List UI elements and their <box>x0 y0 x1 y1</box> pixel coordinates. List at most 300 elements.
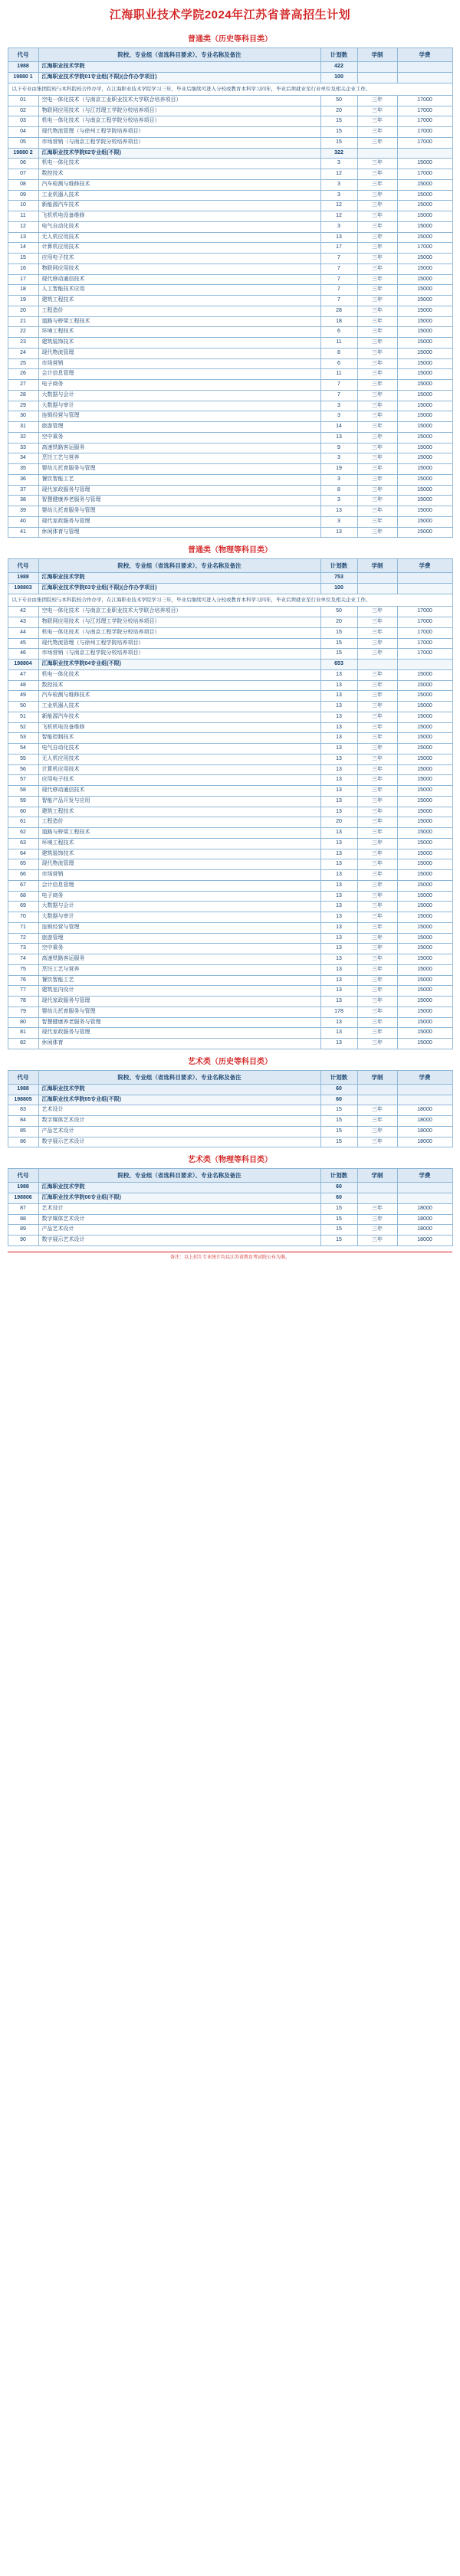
cell-name: 电子商务 <box>38 891 320 902</box>
cell-plan: 15 <box>320 1214 357 1225</box>
major-group-row <box>8 660 452 670</box>
cell-fee: 15000 <box>397 338 452 349</box>
cell-code: 23 <box>8 338 38 349</box>
cell-plan: 3 <box>320 179 357 190</box>
cell-fee: 18000 <box>397 1214 452 1225</box>
cell-name: 建筑工程技术 <box>38 296 320 306</box>
table-row <box>8 496 452 506</box>
cell-credit: 三年 <box>357 159 397 169</box>
cell-plan: 13 <box>320 975 357 986</box>
cell-credit: 三年 <box>357 775 397 786</box>
cell-credit: 三年 <box>357 944 397 954</box>
table-row <box>8 891 452 902</box>
cell-fee: 17000 <box>397 106 452 116</box>
table-row <box>8 137 452 148</box>
cell-name: 高速铁路客运服务 <box>38 954 320 965</box>
table-row <box>8 975 452 986</box>
cell-code: 54 <box>8 744 38 754</box>
table-row <box>8 327 452 338</box>
cell-plan: 13 <box>320 722 357 733</box>
cell-credit: 三年 <box>357 358 397 369</box>
table-row <box>8 691 452 702</box>
cell-credit: 三年 <box>357 997 397 1007</box>
cell-name: 道路与桥梁工程技术 <box>38 316 320 327</box>
cell-name: 汽车检测与维修技术 <box>38 691 320 702</box>
cell-fee: 15000 <box>397 485 452 496</box>
cell-name: 现代物流管理 <box>38 859 320 870</box>
cell-plan: 13 <box>320 902 357 912</box>
cell-fee: 15000 <box>397 221 452 232</box>
cell-fee: 15000 <box>397 849 452 859</box>
cell-name: 空电一体化技术（与南京工业职业技术大学联合培养项目） <box>38 607 320 617</box>
cell-code: 61 <box>8 817 38 828</box>
column-header-4: 学费 <box>397 1169 452 1183</box>
cell-fee: 18000 <box>397 1116 452 1127</box>
cell-code: 06 <box>8 159 38 169</box>
cell-fee: 15000 <box>397 997 452 1007</box>
cell-name: 会计信息管理 <box>38 369 320 380</box>
table-row <box>8 527 452 538</box>
table-row <box>8 722 452 733</box>
cell-code: 47 <box>8 669 38 680</box>
cell-fee: 15000 <box>397 964 452 975</box>
cell-plan: 15 <box>320 649 357 660</box>
cell-name: 江海职业技术学院 <box>38 573 320 584</box>
table-row <box>8 702 452 712</box>
cell-fee: 15000 <box>397 870 452 881</box>
cell-code: 66 <box>8 870 38 881</box>
cell-credit: 三年 <box>357 817 397 828</box>
cell-code: 11 <box>8 211 38 222</box>
cell-credit: 三年 <box>357 316 397 327</box>
cell-plan: 15 <box>320 1137 357 1147</box>
column-header-1: 院校、专业组（省选科目要求）、专业名称及备注 <box>38 1169 320 1183</box>
cell-code: 49 <box>8 691 38 702</box>
cell-fee: 15000 <box>397 390 452 401</box>
cell-name: 婴幼儿托育服务与管理 <box>38 464 320 475</box>
cell-credit: 三年 <box>357 649 397 660</box>
cell-fee: 15000 <box>397 443 452 453</box>
cell-name: 婴幼儿托育服务与管理 <box>38 506 320 517</box>
cell-fee: 15000 <box>397 179 452 190</box>
cell-credit: 三年 <box>357 870 397 881</box>
note-text: 以下专业由集团院校与本科院校合作办学，在江海职业技术学院学习三年，毕业后继续可进入分校或教育本科学习四年，毕业后须就业至行业单位及相关企业工作。 <box>8 594 452 606</box>
table-row <box>8 263 452 274</box>
major-group-row <box>8 584 452 594</box>
cell-credit: 三年 <box>357 190 397 201</box>
cell-credit: 三年 <box>357 669 397 680</box>
cell-credit: 三年 <box>357 638 397 649</box>
cell-plan: 7 <box>320 296 357 306</box>
cell-name: 计算机应用技术 <box>38 243 320 254</box>
cell-name: 电子商务 <box>38 380 320 391</box>
cell-code: 85 <box>8 1126 38 1137</box>
cell-credit: 三年 <box>357 274 397 285</box>
cell-code: 21 <box>8 316 38 327</box>
cell-plan: 13 <box>320 232 357 243</box>
table-row <box>8 617 452 628</box>
cell-credit: 三年 <box>357 764 397 775</box>
cell-code: 43 <box>8 617 38 628</box>
cell-plan: 60 <box>320 1095 357 1105</box>
cell-credit: 三年 <box>357 127 397 138</box>
table-row <box>8 411 452 422</box>
cell-plan: 13 <box>320 1028 357 1039</box>
cell-code: 67 <box>8 880 38 891</box>
cell-code: 53 <box>8 733 38 744</box>
cell-code: 14 <box>8 243 38 254</box>
cell-fee <box>397 1084 452 1095</box>
cell-fee: 15000 <box>397 975 452 986</box>
cell-plan: 13 <box>320 506 357 517</box>
cell-plan: 13 <box>320 744 357 754</box>
cell-name: 无人机应用技术 <box>38 754 320 764</box>
cell-fee: 17000 <box>397 617 452 628</box>
column-header-0: 代号 <box>8 48 38 62</box>
cell-plan: 13 <box>320 733 357 744</box>
cell-code: 41 <box>8 527 38 538</box>
cell-code: 198804 <box>8 660 38 670</box>
cell-name: 现代物流管理（与徐州工程学院培养项目） <box>38 638 320 649</box>
cell-name: 智慧健康养老服务与管理 <box>38 1017 320 1028</box>
column-header-0: 代号 <box>8 559 38 573</box>
section-title-section-history: 普通类（历史等科目类） <box>188 35 272 44</box>
cell-code: 24 <box>8 348 38 358</box>
cell-code: 56 <box>8 764 38 775</box>
cell-fee: 15000 <box>397 859 452 870</box>
cell-credit: 三年 <box>357 1007 397 1017</box>
cell-credit: 三年 <box>357 306 397 316</box>
cell-plan: 13 <box>320 944 357 954</box>
cell-plan: 20 <box>320 817 357 828</box>
cell-name: 餐饮智能工艺 <box>38 474 320 485</box>
cell-fee: 15000 <box>397 506 452 517</box>
cell-credit: 三年 <box>357 880 397 891</box>
cell-code: 34 <box>8 453 38 464</box>
table-row <box>8 627 452 638</box>
cell-fee <box>397 148 452 159</box>
cell-credit: 三年 <box>357 95 397 106</box>
cell-credit: 三年 <box>357 116 397 127</box>
cell-fee: 15000 <box>397 496 452 506</box>
cell-code: 20 <box>8 306 38 316</box>
cell-code: 80 <box>8 1017 38 1028</box>
cell-code: 198803 <box>8 584 38 594</box>
cell-name: 江海职业技术学院01专业组(不限)(合作办学项目) <box>38 72 320 83</box>
cell-credit: 三年 <box>357 179 397 190</box>
table-header-row <box>8 1169 452 1183</box>
cell-name: 现代物流管理 <box>38 348 320 358</box>
table-row <box>8 817 452 828</box>
cell-code: 32 <box>8 432 38 443</box>
cell-fee: 15000 <box>397 838 452 849</box>
cell-plan: 3 <box>320 474 357 485</box>
cell-fee: 15000 <box>397 285 452 296</box>
cell-credit: 三年 <box>357 986 397 997</box>
cell-plan: 7 <box>320 285 357 296</box>
cell-credit: 三年 <box>357 485 397 496</box>
cell-fee: 18000 <box>397 1225 452 1236</box>
cell-name: 餐饮智能工艺 <box>38 975 320 986</box>
cell-credit: 三年 <box>357 627 397 638</box>
cell-name: 现代移动通信技术 <box>38 274 320 285</box>
cell-plan: 13 <box>320 775 357 786</box>
cell-plan: 3 <box>320 496 357 506</box>
cell-fee: 15000 <box>397 516 452 527</box>
plan-table-section-history <box>8 47 453 538</box>
admission-plan-page <box>0 0 460 1268</box>
cell-credit: 三年 <box>357 617 397 628</box>
cell-name: 机电一体化技术（与南京工程学院分校培养项目） <box>38 627 320 638</box>
table-row <box>8 796 452 807</box>
cell-code: 03 <box>8 116 38 127</box>
cell-name: 市场营销 <box>38 870 320 881</box>
cell-name: 建筑室内设计 <box>38 986 320 997</box>
cell-name: 会计信息管理 <box>38 880 320 891</box>
table-row <box>8 859 452 870</box>
cell-plan: 3 <box>320 159 357 169</box>
cell-code: 62 <box>8 828 38 839</box>
cell-fee <box>397 573 452 584</box>
cell-code: 18 <box>8 285 38 296</box>
table-row <box>8 516 452 527</box>
table-header-row <box>8 48 452 62</box>
cell-name: 江海职业技术学院04专业组(不限) <box>38 660 320 670</box>
cell-name: 江海职业技术学院 <box>38 1183 320 1193</box>
cell-plan: 3 <box>320 401 357 411</box>
column-header-1: 院校、专业组（省选科目要求）、专业名称及备注 <box>38 559 320 573</box>
cell-plan: 13 <box>320 702 357 712</box>
cell-name: 建筑装饰技术 <box>38 849 320 859</box>
cell-fee: 15000 <box>397 201 452 211</box>
table-header-row <box>8 1070 452 1084</box>
cell-name: 连锁经营与管理 <box>38 411 320 422</box>
cell-fee: 15000 <box>397 348 452 358</box>
cell-code: 42 <box>8 607 38 617</box>
cell-credit: 三年 <box>357 891 397 902</box>
table-row <box>8 190 452 201</box>
cell-plan: 11 <box>320 338 357 349</box>
cell-plan: 13 <box>320 891 357 902</box>
cell-fee: 15000 <box>397 327 452 338</box>
cell-code: 04 <box>8 127 38 138</box>
cell-plan: 60 <box>320 1183 357 1193</box>
cell-code: 07 <box>8 169 38 180</box>
cell-fee: 15000 <box>397 369 452 380</box>
cell-fee: 15000 <box>397 754 452 764</box>
school-row <box>8 62 452 73</box>
cell-code: 84 <box>8 1116 38 1127</box>
major-group-row <box>8 1095 452 1105</box>
cell-name: 大数据与会计 <box>38 902 320 912</box>
cell-fee: 15000 <box>397 922 452 933</box>
cell-fee <box>397 660 452 670</box>
column-header-3: 学制 <box>357 1070 397 1084</box>
cell-credit: 三年 <box>357 1105 397 1116</box>
plan-table-section-art-physics <box>8 1168 453 1246</box>
cell-plan: 13 <box>320 669 357 680</box>
cell-code: 1988 <box>8 1084 38 1095</box>
cell-credit <box>357 1183 397 1193</box>
cell-plan: 13 <box>320 1039 357 1049</box>
table-row <box>8 201 452 211</box>
cell-name: 江海职业技术学院02专业组(不限) <box>38 148 320 159</box>
cell-fee: 15000 <box>397 944 452 954</box>
cell-plan: 15 <box>320 127 357 138</box>
cell-name: 物联网应用技术 <box>38 263 320 274</box>
cell-name: 智能产品开发与应用 <box>38 796 320 807</box>
table-row <box>8 638 452 649</box>
table-row <box>8 1236 452 1246</box>
cell-name: 产品艺术设计 <box>38 1225 320 1236</box>
cell-code: 25 <box>8 358 38 369</box>
cell-plan: 13 <box>320 849 357 859</box>
cell-fee: 17000 <box>397 638 452 649</box>
table-row <box>8 1105 452 1116</box>
cell-credit <box>357 1095 397 1105</box>
cell-fee: 15000 <box>397 263 452 274</box>
table-row <box>8 380 452 391</box>
cell-code: 77 <box>8 986 38 997</box>
cell-fee <box>397 62 452 73</box>
table-row <box>8 485 452 496</box>
cell-fee: 15000 <box>397 680 452 691</box>
cell-name: 江海职业技术学院 <box>38 62 320 73</box>
cell-name: 旅游管理 <box>38 422 320 433</box>
cell-plan: 15 <box>320 116 357 127</box>
cell-fee: 15000 <box>397 807 452 817</box>
cell-plan: 13 <box>320 754 357 764</box>
table-row <box>8 744 452 754</box>
cell-credit: 三年 <box>357 1028 397 1039</box>
cell-fee: 15000 <box>397 691 452 702</box>
cell-fee: 15000 <box>397 733 452 744</box>
table-row <box>8 95 452 106</box>
cell-name: 艺术设计 <box>38 1203 320 1214</box>
cell-credit: 三年 <box>357 243 397 254</box>
cell-code: 27 <box>8 380 38 391</box>
table-row <box>8 1028 452 1039</box>
cell-plan: 12 <box>320 211 357 222</box>
cell-name: 大数据与审计 <box>38 912 320 923</box>
table-row <box>8 506 452 517</box>
cell-code: 70 <box>8 912 38 923</box>
cell-name: 高速铁路客运服务 <box>38 443 320 453</box>
table-row <box>8 316 452 327</box>
cell-credit: 三年 <box>357 912 397 923</box>
table-row <box>8 849 452 859</box>
school-row <box>8 1084 452 1095</box>
note-row <box>8 594 452 606</box>
cell-name: 数字展示艺术设计 <box>38 1137 320 1147</box>
table-row <box>8 607 452 617</box>
cell-credit: 三年 <box>357 1116 397 1127</box>
cell-name: 数字媒体艺术设计 <box>38 1214 320 1225</box>
cell-name: 现代家政服务与管理 <box>38 997 320 1007</box>
table-row <box>8 1203 452 1214</box>
table-row <box>8 369 452 380</box>
column-header-1: 院校、专业组（省选科目要求）、专业名称及备注 <box>38 1070 320 1084</box>
column-header-4: 学费 <box>397 1070 452 1084</box>
cell-plan: 13 <box>320 807 357 817</box>
cell-credit: 三年 <box>357 933 397 944</box>
column-header-3: 学制 <box>357 48 397 62</box>
cell-credit: 三年 <box>357 1225 397 1236</box>
cell-code: 1988 <box>8 573 38 584</box>
major-group-row <box>8 72 452 83</box>
cell-fee: 17000 <box>397 169 452 180</box>
cell-code: 89 <box>8 1225 38 1236</box>
cell-credit: 三年 <box>357 975 397 986</box>
cell-plan: 14 <box>320 422 357 433</box>
cell-name: 江海职业技术学院 <box>38 1084 320 1095</box>
cell-credit: 三年 <box>357 506 397 517</box>
column-header-4: 学费 <box>397 559 452 573</box>
cell-plan: 422 <box>320 62 357 73</box>
cell-plan: 13 <box>320 997 357 1007</box>
cell-name: 新能源汽车技术 <box>38 712 320 722</box>
cell-code: 1988 <box>8 62 38 73</box>
cell-fee: 15000 <box>397 828 452 839</box>
column-header-2: 计划数 <box>320 48 357 62</box>
cell-plan: 13 <box>320 764 357 775</box>
cell-name: 电气自动化技术 <box>38 744 320 754</box>
table-row <box>8 786 452 797</box>
cell-plan: 28 <box>320 306 357 316</box>
column-header-2: 计划数 <box>320 559 357 573</box>
cell-code: 38 <box>8 496 38 506</box>
cell-name: 道路与桥梁工程技术 <box>38 828 320 839</box>
table-row <box>8 127 452 138</box>
cell-code: 52 <box>8 722 38 733</box>
cell-credit <box>357 72 397 83</box>
cell-code: 40 <box>8 516 38 527</box>
table-row <box>8 997 452 1007</box>
table-row <box>8 390 452 401</box>
cell-name: 现代移动通信技术 <box>38 786 320 797</box>
cell-plan: 322 <box>320 148 357 159</box>
cell-name: 艺术设计 <box>38 1105 320 1116</box>
cell-code: 88 <box>8 1214 38 1225</box>
cell-code: 37 <box>8 485 38 496</box>
table-row <box>8 807 452 817</box>
cell-code: 29 <box>8 401 38 411</box>
table-row <box>8 669 452 680</box>
cell-fee: 18000 <box>397 1203 452 1214</box>
cell-plan: 9 <box>320 443 357 453</box>
cell-fee: 15000 <box>397 880 452 891</box>
cell-credit <box>357 1084 397 1095</box>
cell-credit: 三年 <box>357 380 397 391</box>
cell-name: 休闲体育与管理 <box>38 527 320 538</box>
cell-credit: 三年 <box>357 954 397 965</box>
cell-plan: 60 <box>320 1084 357 1095</box>
cell-name: 江海职业技术学院05专业组(不限) <box>38 1095 320 1105</box>
cell-fee: 15000 <box>397 912 452 923</box>
cell-plan: 7 <box>320 390 357 401</box>
table-row <box>8 159 452 169</box>
table-row <box>8 254 452 264</box>
cell-code: 90 <box>8 1236 38 1246</box>
table-row <box>8 1039 452 1049</box>
cell-code: 19880 1 <box>8 72 38 83</box>
table-row <box>8 169 452 180</box>
cell-fee: 15000 <box>397 432 452 443</box>
cell-name: 烹饪工艺与营养 <box>38 453 320 464</box>
cell-plan: 15 <box>320 1225 357 1236</box>
table-row <box>8 764 452 775</box>
cell-code: 55 <box>8 754 38 764</box>
